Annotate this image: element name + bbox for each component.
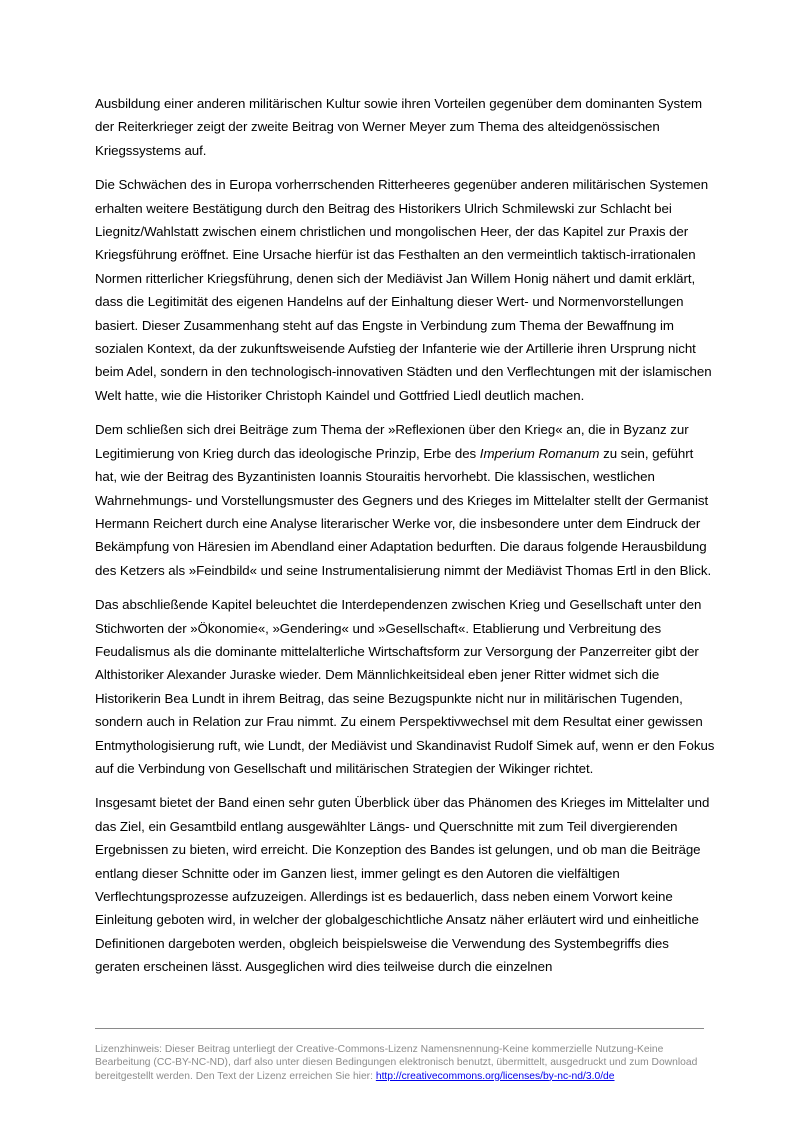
paragraph xyxy=(95,593,715,780)
paragraph xyxy=(95,791,715,978)
italic-title: Imperium Romanum xyxy=(479,445,600,461)
paragraph xyxy=(95,418,715,582)
paragraph-text: Dem schließen sich drei Beiträge zum Thema der »Reflexionen über den Krieg« an, die in Byzanz zur Legitimierung von Krieg durch das ideologische Prinzip, Erbe des xyxy=(95,422,689,461)
license-link[interactable]: http://creativecommons.org/licenses/by-nc-nd/3.0/de xyxy=(375,1070,615,1082)
paragraph xyxy=(95,92,715,162)
footer-divider xyxy=(95,1028,704,1029)
paragraph-text: zu sein, geführt hat, wie der Beitrag des Byzantinisten Ioannis Stouraitis hervorhebt. Die klassischen, westlichen Wahrnehmungs- und Vorstellungsmuster des Gegners und des Krieges im Mittelalter stellt der Germanist Hermann Reichert durch eine Analyse literarischer Werke vor, die insbesondere unter dem Eindruck der Bekämpfung von Häresien im Abendland einer Adaptation bedurften. Die daraus folgende Herausbildung des Ketzers als »Feindbild« und seine Instrumentalisierung nimmt der Mediävist Thomas Ertl in den Blick. xyxy=(95,445,712,578)
paragraph-text: Das abschließende Kapitel beleuchtet die Interdependenzen zwischen Krieg und Gesellschaft unter den Stichworten der »Ökonomie«, »Gendering« und »Gesellschaft«. Etablierung und Verbreitung des Feudalismus als die dominante mittelalterliche Wirtschaftsform zur Versorgung der Panzerreiter gibt der Althistoriker Alexander Juraske wieder. Dem Männlichkeitsideal eben jener Ritter widmet sich die Historikerin Bea Lundt in ihrem Beitrag, das seine Bezugspunkte nicht nur in militärischen Tugenden, sondern auch in Relation zur Frau nimmt. Zu einem Perspektivwechsel mit dem Resultat einer gewissen Entmythologisierung ruft, wie Lundt, der Mediävist und Skandinavist Rudolf Simek auf, wenn er den Fokus auf die Verbindung von Gesellschaft und militärischen Strategien der Wikinger richtet. xyxy=(95,597,715,776)
paragraph-text: Die Schwächen des in Europa vorherrschenden Ritterheeres gegenüber anderen militärischen Systemen erhalten weitere Bestätigung durch den Beitrag des Historikers Ulrich Schmilewski zur Schlacht bei Liegnitz/Wahlstatt zwischen einem christlichen und mongolischen Heer, der das Kapitel zur Praxis der Kriegsführung eröffnet. Eine Ursache hierfür ist das Festhalten an den vermeintlich taktisch-irrationalen Normen ritterlicher Kriegsführung, denen sich der Mediävist Jan Willem Honig nähert und damit erklärt, dass die Legitimität des eigenen Handelns auf der Einhaltung dieser Wert- und Normenvorstellungen basiert. Dieser Zusammenhang steht auf das Engste in Verbindung zum Thema der Bewaffnung im sozialen Kontext, da der zukunftsweisende Aufstieg der Infanterie wie der Artillerie ihren Ursprung nicht beim Adel, sondern in den technologisch-innovativen Städten und den Verflechtungen mit der islamischen Welt hatte, wie die Historiker Christoph Kaindel und Gottfried Liedl deutlich machen. xyxy=(95,177,712,403)
paragraph-text: Insgesamt bietet der Band einen sehr guten Überblick über das Phänomen des Krieges im Mittelalter und das Ziel, ein Gesamtbild entlang ausgewählter Längs- und Querschnitte mit zum Teil divergierenden Ergebnissen zu bieten, wird erreicht. Die Konzeption des Bandes ist gelungen, und ob man die Beiträge entlang dieser Schnitte oder im Ganzen liest, immer gelingt es den Autoren die vielfältigen Verflechtungsprozesse aufzuzeigen. Allerdings ist es bedauerlich, dass neben einem Vorwort keine Einleitung geboten wird, in welcher der globalgeschichtliche Ansatz näher erläutert wird und einheitliche Definitionen dargeboten werden, obgleich beispielsweise die Verwendung des Systembegriffs dies geraten erscheinen lässt. Ausgeglichen wird dies teilweise durch die einzelnen xyxy=(95,795,710,975)
paragraph-text: Ausbildung einer anderen militärischen Kultur sowie ihren Vorteilen gegenüber dem dominanten System der Reiterkrieger zeigt der zweite Beitrag von Werner Meyer zum Thema des alteidgenössischen Kriegssystems auf. xyxy=(95,96,703,158)
license-notice: Lizenzhinweis: Dieser Beitrag unterliegt der Creative-Commons-Lizenz Namensnennung-Keine kommerzielle Nutzung-Keine Bearbeitung (CC-BY-NC-ND), darf also unter diesen Bedingungen elektronisch benutzt, übermittelt, ausgedruckt und zum Download bereitgestellt werden. Den Text der Lizenz erreichen Sie hier: xyxy=(95,1044,698,1082)
document-body xyxy=(95,92,715,990)
license-footer xyxy=(95,1043,710,1083)
paragraph xyxy=(95,173,715,407)
